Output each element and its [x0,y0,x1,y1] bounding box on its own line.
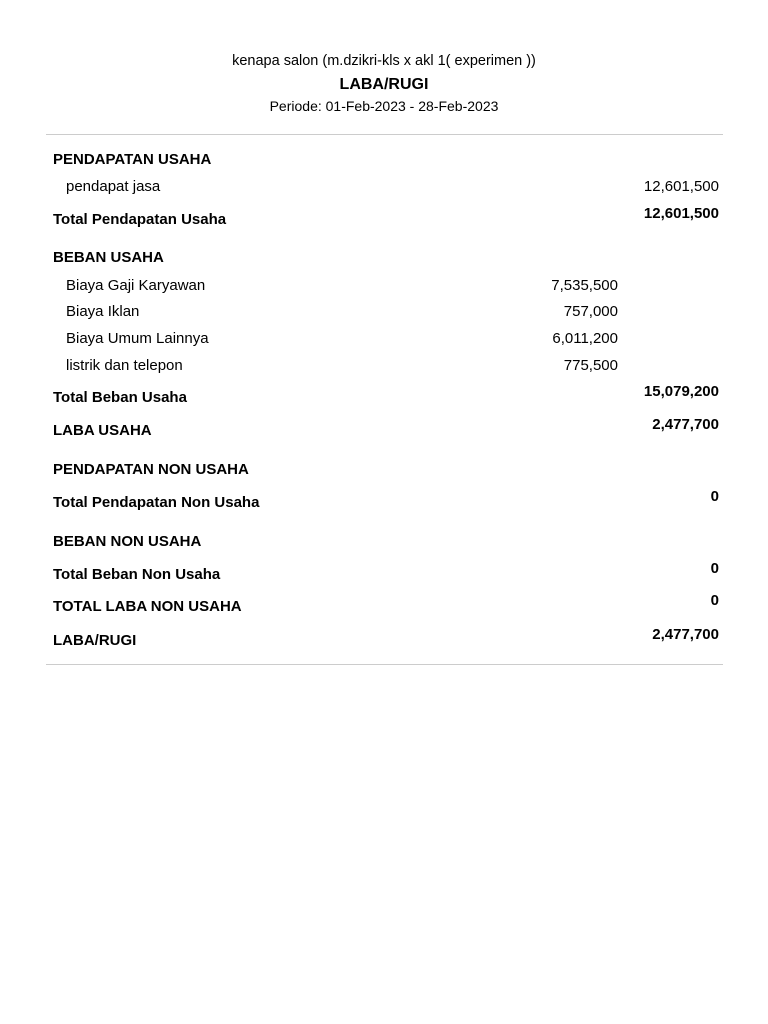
report-title: LABA/RUGI [339,76,429,93]
total-row-pendapatan-usaha [0,205,768,231]
company-name: kenapa salon (m.dzikri-kls x akl 1( experimen )) [232,53,536,69]
total-row-pendapatan-non-usaha [0,488,768,514]
line-item-amount: 12,601,500 [643,178,719,195]
total-label: Total Beban Non Usaha [53,566,221,583]
total-value: 15,079,200 [643,383,719,400]
section-heading-pendapatan-non-usaha [0,459,768,481]
line-item-label: Biaya Umum Lainnya [66,330,209,347]
line-item-listrik-dan-telepon [0,355,768,377]
section-heading-label: BEBAN USAHA [53,249,164,266]
top-divider [46,134,723,135]
line-item-label: listrik dan telepon [66,357,183,374]
total-label: Total Beban Usaha [53,389,187,406]
line-item-label: pendapat jasa [66,178,161,195]
line-item-amount: 6,011,200 [552,330,618,347]
line-item-amount: 775,500 [563,357,618,374]
total-value: 0 [710,592,719,609]
section-heading-pendapatan-usaha [0,149,768,171]
line-item-biaya-iklan [0,301,768,323]
total-value: 2,477,700 [652,416,719,433]
bottom-divider [46,664,723,665]
total-value: 0 [710,488,719,505]
line-item-amount: 7,535,500 [551,277,618,294]
line-item-amount: 757,000 [563,303,618,320]
total-label: Total Pendapatan Usaha [53,211,227,228]
section-heading-beban-non-usaha [0,531,768,553]
total-row-laba-usaha [0,416,768,442]
section-heading-label: PENDAPATAN NON USAHA [53,461,249,478]
total-label: Total Pendapatan Non Usaha [53,494,260,511]
line-item-biaya-umum-lainnya [0,328,768,350]
total-label: TOTAL LABA NON USAHA [53,598,242,615]
line-item-label: Biaya Iklan [66,303,140,320]
line-item-pendapat-jasa [0,176,768,198]
total-row-beban-non-usaha [0,560,768,586]
total-label: LABA USAHA [53,422,152,439]
total-value: 2,477,700 [652,626,719,643]
total-value: 12,601,500 [643,205,719,222]
section-heading-beban-usaha [0,247,768,269]
line-item-biaya-gaji-karyawan [0,275,768,297]
total-row-laba-non-usaha [0,592,768,618]
line-item-label: Biaya Gaji Karyawan [66,277,206,294]
report-period: Periode: 01-Feb-2023 - 28-Feb-2023 [269,98,499,114]
total-row-laba-rugi [0,626,768,652]
section-heading-label: BEBAN NON USAHA [53,533,202,550]
section-heading-label: PENDAPATAN USAHA [53,151,212,168]
total-label: LABA/RUGI [53,632,137,649]
total-row-beban-usaha [0,383,768,409]
total-value: 0 [710,560,719,577]
